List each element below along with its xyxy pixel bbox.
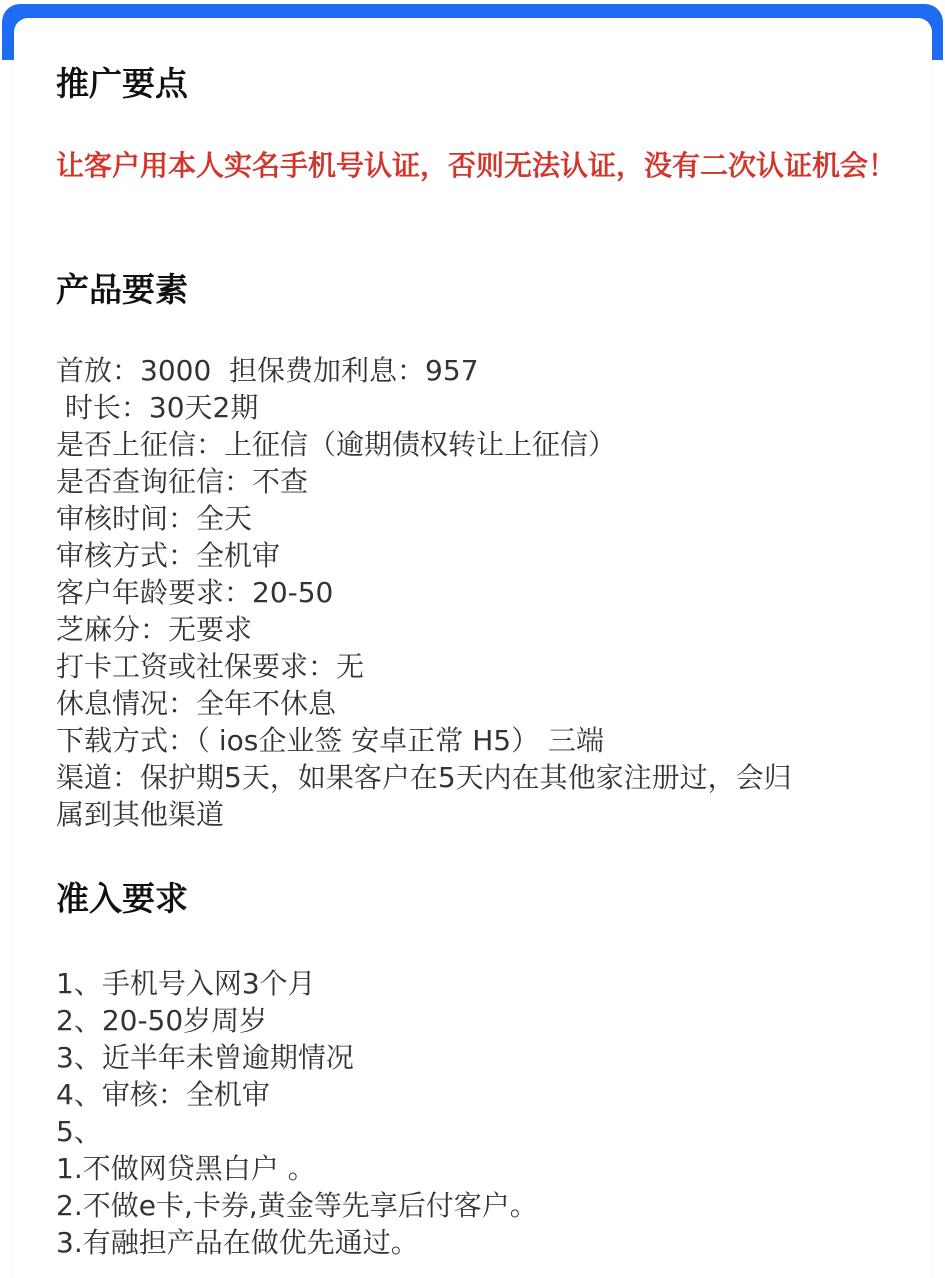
- product-line: 审核时间：全天: [56, 502, 253, 535]
- promo-section-title: 推广要点: [56, 64, 188, 103]
- admission-line: 2、20-50岁周岁: [56, 1004, 268, 1037]
- product-line: 打卡工资或社保要求：无: [56, 650, 365, 683]
- admission-line: 1、手机号入网3个月: [56, 967, 316, 1000]
- product-section-title: 产品要素: [56, 270, 188, 309]
- product-line: 属到其他渠道: [56, 798, 225, 831]
- product-line: 审核方式：全机审: [56, 539, 281, 572]
- admission-section-title: 准入要求: [56, 879, 188, 918]
- product-line: 下载方式：（ ios企业签 安卓正常 H5） 三端: [56, 724, 604, 757]
- product-line: 渠道：保护期5天，如果客户在5天内在其他家注册过，会归: [56, 761, 792, 794]
- admission-line: 3.有融担产品在做优先通过。: [56, 1226, 419, 1259]
- product-line: 是否上征信：上征信（逾期债权转让上征信）: [56, 428, 617, 461]
- product-line: 首放：3000 担保费加利息：957: [56, 354, 479, 387]
- product-line: 客户年龄要求：20-50: [56, 576, 334, 609]
- admission-line: 2.不做e卡,卡券,黄金等先享后付客户。: [56, 1189, 538, 1222]
- product-line: 休息情况：全年不休息: [56, 687, 337, 720]
- admission-line: 5、: [56, 1115, 102, 1148]
- admission-line: 1.不做网贷黑白户 。: [56, 1152, 316, 1185]
- admission-line: 3、近半年未曾逾期情况: [56, 1041, 354, 1074]
- admission-line: 4、审核：全机审: [56, 1078, 270, 1111]
- promo-highlight-text: 让客户用本人实名手机号认证，否则无法认证，没有二次认证机会！: [56, 149, 897, 182]
- admission-list: [56, 965, 906, 1261]
- product-line: 芝麻分：无要求: [56, 613, 253, 646]
- product-line: 时长：30天2期: [56, 391, 259, 424]
- product-line: 是否查询征信：不查: [56, 465, 309, 498]
- product-list: [56, 352, 906, 833]
